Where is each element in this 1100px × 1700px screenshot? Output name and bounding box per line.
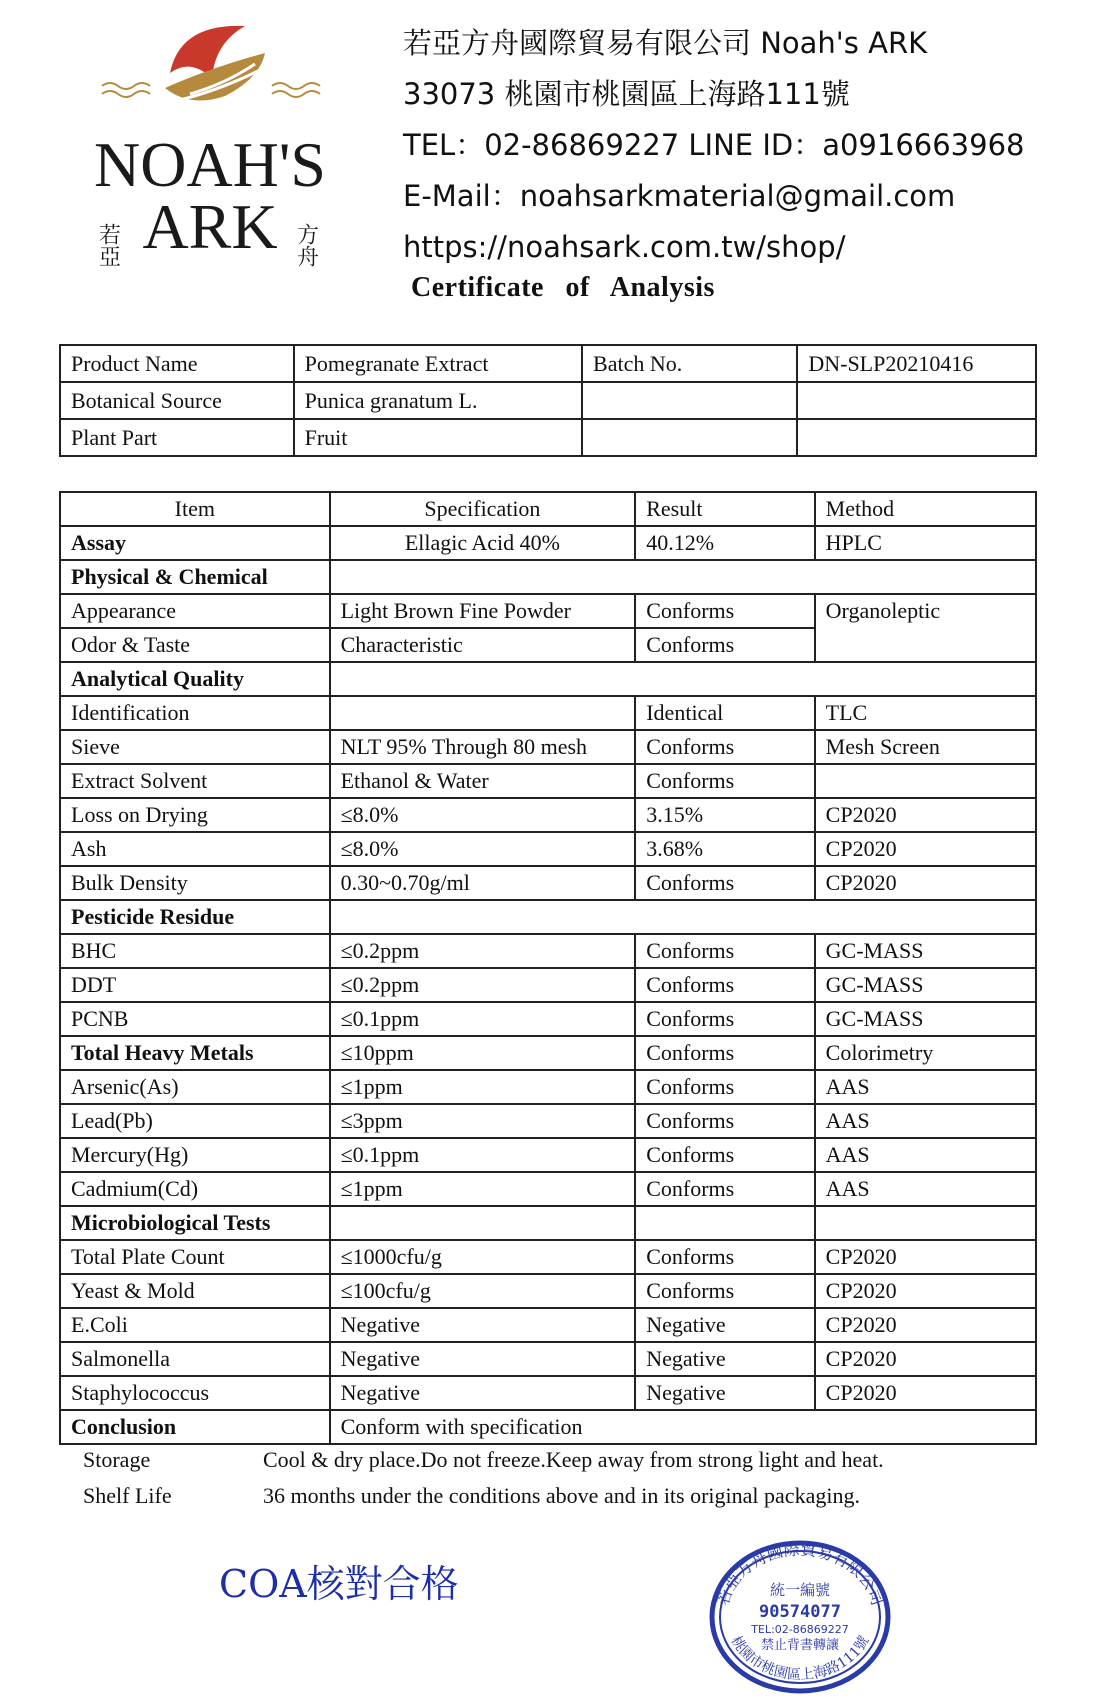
- section-row: [60, 900, 1036, 934]
- row-result: Conforms: [635, 730, 814, 764]
- logo-word-top: NOAH'S: [94, 129, 326, 200]
- product-info-table: [59, 344, 1037, 457]
- section-row: [60, 560, 1036, 594]
- header-result: Result: [635, 492, 814, 526]
- row-spec: [330, 696, 636, 730]
- company-contact: TEL：02-86869227 LINE ID：a0916663968: [403, 128, 1025, 162]
- row-result: Negative: [635, 1342, 814, 1376]
- row-spec: Ethanol & Water: [330, 764, 636, 798]
- table-row: [60, 832, 1036, 866]
- table-row: [60, 1308, 1036, 1342]
- assay-spec: Ellagic Acid 40%: [330, 526, 636, 560]
- appearance-spec: Light Brown Fine Powder: [330, 594, 636, 628]
- row-result: Negative: [635, 1376, 814, 1410]
- shelf-life-label: Shelf Life: [83, 1483, 172, 1508]
- appearance-method: Organoleptic: [815, 594, 1036, 662]
- assay-item: Assay: [60, 526, 330, 560]
- row-method: CP2020: [815, 1308, 1036, 1342]
- table-row: [60, 1240, 1036, 1274]
- document-title: Certificate of Analysis: [411, 272, 715, 303]
- table-row: [60, 1070, 1036, 1104]
- row-method: GC-MASS: [815, 1002, 1036, 1036]
- row-item: BHC: [60, 934, 330, 968]
- batch-no-label: Batch No.: [582, 345, 797, 382]
- shelf-life-row: [83, 1478, 884, 1514]
- appearance-item: Appearance: [60, 594, 330, 628]
- row-method: CP2020: [815, 798, 1036, 832]
- header-item: Item: [60, 492, 330, 526]
- row-method: CP2020: [815, 1274, 1036, 1308]
- seal-bottom-text: 桃園市桃園區上海路111號: [727, 1633, 873, 1684]
- company-name: 若亞方舟國際貿易有限公司 Noah's ARK: [403, 26, 928, 60]
- section-row: [60, 662, 1036, 696]
- table-row: [60, 764, 1036, 798]
- row-item: PCNB: [60, 1002, 330, 1036]
- seal-line1: 統一編號: [769, 1581, 831, 1599]
- row-spec: ≤1000cfu/g: [330, 1240, 636, 1274]
- row-method: [815, 764, 1036, 798]
- product-name-value: Pomegranate Extract: [294, 345, 582, 382]
- row-spec: ≤1ppm: [330, 1172, 636, 1206]
- row-item: Sieve: [60, 730, 330, 764]
- row-method: Mesh Screen: [815, 730, 1036, 764]
- seal-line4: 禁止背書轉讓: [760, 1638, 840, 1653]
- row-item: E.Coli: [60, 1308, 330, 1342]
- wave-right-icon: [272, 83, 320, 97]
- row-spec: Negative: [330, 1308, 636, 1342]
- company-logo: [40, 18, 380, 278]
- seal-line3: TEL:02-86869227: [751, 1623, 849, 1636]
- conclusion-value: Conform with specification: [330, 1410, 1036, 1444]
- table-row: [60, 1036, 1036, 1070]
- table-row: [60, 1138, 1036, 1172]
- odor-result: Conforms: [635, 628, 814, 662]
- company-address: 33073 桃園市桃園區上海路111號: [403, 77, 850, 111]
- section-row: [60, 1206, 1036, 1240]
- table-row: [60, 1274, 1036, 1308]
- product-name-label: Product Name: [60, 345, 294, 382]
- row-item: Bulk Density: [60, 866, 330, 900]
- plant-part-label: Plant Part: [60, 419, 294, 456]
- row-spec: Negative: [330, 1342, 636, 1376]
- botanical-source-label: Botanical Source: [60, 382, 294, 419]
- row-item: Mercury(Hg): [60, 1138, 330, 1172]
- header-method: Method: [815, 492, 1036, 526]
- heavy-metals-method: Colorimetry: [815, 1036, 1036, 1070]
- empty-cell: [582, 419, 797, 456]
- row-spec: NLT 95% Through 80 mesh: [330, 730, 636, 764]
- empty-cell: [797, 419, 1036, 456]
- row-result: Conforms: [635, 1104, 814, 1138]
- row-spec: Negative: [330, 1376, 636, 1410]
- table-row: [60, 1376, 1036, 1410]
- empty-cell: [582, 382, 797, 419]
- row-spec: ≤0.2ppm: [330, 968, 636, 1002]
- shelf-life-value: 36 months under the conditions above and in its original packaging.: [263, 1483, 860, 1508]
- botanical-source-value: Punica granatum L.: [294, 382, 582, 419]
- row-result: Conforms: [635, 1274, 814, 1308]
- heavy-metals-item: Total Heavy Metals: [60, 1036, 330, 1070]
- table-row: [60, 934, 1036, 968]
- odor-spec: Characteristic: [330, 628, 636, 662]
- section-physical-chemical: Physical & Chemical: [60, 560, 330, 594]
- storage-value: Cool & dry place.Do not freeze.Keep away from strong light and heat.: [263, 1447, 884, 1472]
- row-result: Conforms: [635, 764, 814, 798]
- conclusion-label: Conclusion: [60, 1410, 330, 1444]
- row-result: Negative: [635, 1308, 814, 1342]
- logo-word-bottom: ARK: [142, 191, 278, 262]
- row-method: CP2020: [815, 1376, 1036, 1410]
- row-method: AAS: [815, 1138, 1036, 1172]
- row-spec: ≤100cfu/g: [330, 1274, 636, 1308]
- seal-ring-text: 若亞方舟國際貿易有限公司: [712, 1539, 888, 1608]
- appearance-result: Conforms: [635, 594, 814, 628]
- table-row: [60, 798, 1036, 832]
- row-method: GC-MASS: [815, 968, 1036, 1002]
- heavy-metals-spec: ≤10ppm: [330, 1036, 636, 1070]
- row-item: DDT: [60, 968, 330, 1002]
- table-row: [60, 382, 1036, 419]
- table-row: [60, 1172, 1036, 1206]
- section-pesticide-residue: Pesticide Residue: [60, 900, 330, 934]
- row-item: Cadmium(Cd): [60, 1172, 330, 1206]
- company-seal: [705, 1535, 895, 1695]
- seal-line2: 90574077: [759, 1602, 841, 1622]
- row-spec: ≤3ppm: [330, 1104, 636, 1138]
- row-item: Ash: [60, 832, 330, 866]
- row-result: Conforms: [635, 1240, 814, 1274]
- analysis-table: [59, 491, 1037, 1445]
- section-analytical-quality: Analytical Quality: [60, 662, 330, 696]
- row-method: GC-MASS: [815, 934, 1036, 968]
- ark-logo-graphic: [40, 18, 380, 278]
- row-method: AAS: [815, 1070, 1036, 1104]
- seal-icon: [705, 1535, 895, 1695]
- plant-part-value: Fruit: [294, 419, 582, 456]
- table-row: [60, 1342, 1036, 1376]
- table-row: [60, 419, 1036, 456]
- row-method: CP2020: [815, 1342, 1036, 1376]
- table-header-row: [60, 492, 1036, 526]
- company-url: https://noahsark.com.tw/shop/: [403, 230, 846, 264]
- storage-notes: [83, 1442, 884, 1514]
- row-result: Identical: [635, 696, 814, 730]
- table-row: [60, 526, 1036, 560]
- table-row: [60, 730, 1036, 764]
- storage-label: Storage: [83, 1447, 151, 1472]
- approval-note: COA核對合格: [219, 1562, 459, 1606]
- table-row: [60, 345, 1036, 382]
- row-method: CP2020: [815, 866, 1036, 900]
- row-result: Conforms: [635, 1070, 814, 1104]
- row-spec: 0.30~0.70g/ml: [330, 866, 636, 900]
- table-row: [60, 696, 1036, 730]
- row-item: Extract Solvent: [60, 764, 330, 798]
- odor-item: Odor & Taste: [60, 628, 330, 662]
- storage-row: [83, 1442, 884, 1478]
- row-spec: ≤0.1ppm: [330, 1002, 636, 1036]
- row-item: Arsenic(As): [60, 1070, 330, 1104]
- row-method: CP2020: [815, 1240, 1036, 1274]
- row-result: 3.15%: [635, 798, 814, 832]
- row-spec: ≤8.0%: [330, 832, 636, 866]
- row-result: Conforms: [635, 1138, 814, 1172]
- row-item: Loss on Drying: [60, 798, 330, 832]
- table-row: [60, 866, 1036, 900]
- row-result: Conforms: [635, 1002, 814, 1036]
- table-row: [60, 594, 1036, 628]
- row-item: Salmonella: [60, 1342, 330, 1376]
- row-spec: ≤1ppm: [330, 1070, 636, 1104]
- row-result: Conforms: [635, 968, 814, 1002]
- section-microbiological-tests: Microbiological Tests: [60, 1206, 330, 1240]
- empty-cell: [797, 382, 1036, 419]
- header-specification: Specification: [330, 492, 636, 526]
- heavy-metals-result: Conforms: [635, 1036, 814, 1070]
- row-method: TLC: [815, 696, 1036, 730]
- logo-cn-right: 方舟: [293, 223, 319, 267]
- row-item: Staphylococcus: [60, 1376, 330, 1410]
- row-item: Identification: [60, 696, 330, 730]
- table-row: [60, 968, 1036, 1002]
- row-method: AAS: [815, 1172, 1036, 1206]
- assay-result: 40.12%: [635, 526, 814, 560]
- logo-cn-left: 若亞: [95, 223, 121, 267]
- row-result: 3.68%: [635, 832, 814, 866]
- table-row: [60, 1104, 1036, 1138]
- row-spec: ≤8.0%: [330, 798, 636, 832]
- table-row: [60, 1410, 1036, 1444]
- row-result: Conforms: [635, 866, 814, 900]
- row-item: Yeast & Mold: [60, 1274, 330, 1308]
- company-info: [403, 18, 1025, 273]
- row-method: CP2020: [815, 832, 1036, 866]
- row-item: Lead(Pb): [60, 1104, 330, 1138]
- row-item: Total Plate Count: [60, 1240, 330, 1274]
- row-method: AAS: [815, 1104, 1036, 1138]
- assay-method: HPLC: [815, 526, 1036, 560]
- row-result: Conforms: [635, 934, 814, 968]
- row-spec: ≤0.1ppm: [330, 1138, 636, 1172]
- wave-left-icon: [102, 83, 150, 97]
- row-result: Conforms: [635, 1172, 814, 1206]
- table-row: [60, 1002, 1036, 1036]
- row-spec: ≤0.2ppm: [330, 934, 636, 968]
- batch-no-value: DN-SLP20210416: [797, 345, 1036, 382]
- company-email: E-Mail：noahsarkmaterial@gmail.com: [403, 179, 956, 213]
